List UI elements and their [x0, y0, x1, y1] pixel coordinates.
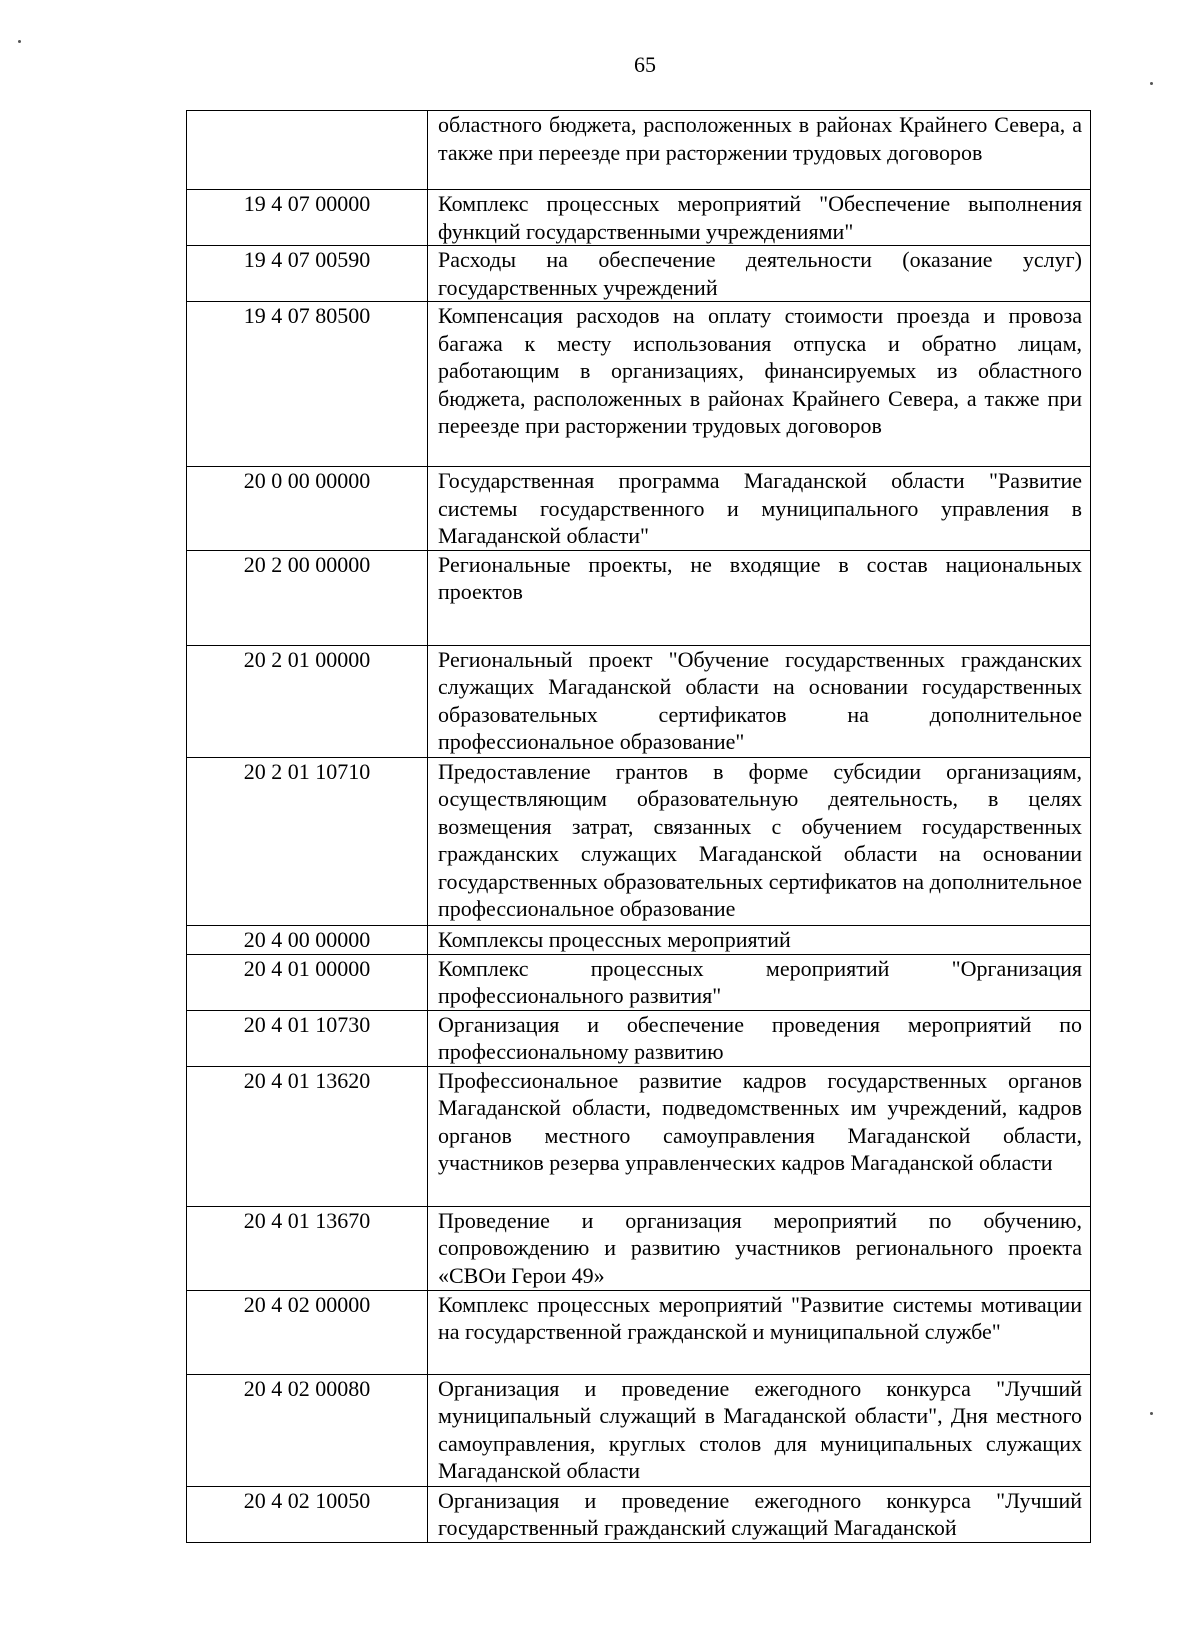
budget-code-cell: 20 2 01 00000	[187, 645, 428, 757]
description-cell: Проведение и организация мероприятий по обучению, сопровождению и развитию участников регионального проекта «СВОи Герои 49»	[428, 1206, 1091, 1290]
table-row	[187, 1010, 1091, 1066]
budget-code-cell: 20 2 00 00000	[187, 550, 428, 645]
description-cell: Предоставление грантов в форме субсидии организациям, осуществляющим образовательную деятельность, в целях возмещения затрат, связанных с обучением государственных гражданских служащих Магаданской области на основании государственных образовательных сертификатов на дополнительное профессиональное образование	[428, 757, 1091, 925]
description-cell: Расходы на обеспечение деятельности (оказание услуг) государственных учреждений	[428, 246, 1091, 302]
table-row	[187, 925, 1091, 954]
budget-code-cell	[187, 111, 428, 190]
budget-code-cell: 20 4 01 13670	[187, 1206, 428, 1290]
description-cell: Организация и обеспечение проведения мероприятий по профессиональному развитию	[428, 1010, 1091, 1066]
budget-code-cell: 20 4 02 10050	[187, 1486, 428, 1542]
description-cell: Региональный проект "Обучение государственных гражданских служащих Магаданской области на основании государственных образовательных сертификатов на дополнительное профессиональное образование"	[428, 645, 1091, 757]
table-row	[187, 1374, 1091, 1486]
description-cell: Организация и проведение ежегодного конкурса "Лучший муниципальный служащий в Магаданской области", Дня местного самоуправления, круглых столов для муниципальных служащих Магаданской области	[428, 1374, 1091, 1486]
budget-code-cell: 19 4 07 00000	[187, 190, 428, 246]
budget-code-cell: 20 0 00 00000	[187, 467, 428, 551]
table-row	[187, 1066, 1091, 1206]
budget-code-cell: 20 4 02 00080	[187, 1374, 428, 1486]
budget-code-cell: 19 4 07 00590	[187, 246, 428, 302]
table-row	[187, 302, 1091, 467]
description-cell: Комплекс процессных мероприятий "Обеспечение выполнения функций государственными учреждениями"	[428, 190, 1091, 246]
table-row	[187, 757, 1091, 925]
table-row	[187, 467, 1091, 551]
description-cell: Комплексы процессных мероприятий	[428, 925, 1091, 954]
table-row	[187, 1206, 1091, 1290]
table-row	[187, 246, 1091, 302]
budget-code-cell: 20 2 01 10710	[187, 757, 428, 925]
description-cell: областного бюджета, расположенных в районах Крайнего Севера, а также при переезде при расторжении трудовых договоров	[428, 111, 1091, 190]
budget-code-cell: 20 4 00 00000	[187, 925, 428, 954]
description-cell: Комплекс процессных мероприятий "Организация профессионального развития"	[428, 954, 1091, 1010]
budget-code-cell: 20 4 02 00000	[187, 1290, 428, 1374]
budget-code-cell: 20 4 01 00000	[187, 954, 428, 1010]
page-number: 65	[634, 52, 656, 77]
table-row	[187, 1290, 1091, 1374]
budget-code-cell: 19 4 07 80500	[187, 302, 428, 467]
scan-speck	[1150, 82, 1153, 85]
description-cell: Организация и проведение ежегодного конкурса "Лучший государственный гражданский служащий Магаданской	[428, 1486, 1091, 1542]
table-row	[187, 550, 1091, 645]
description-cell: Профессиональное развитие кадров государственных органов Магаданской области, подведомственных им учреждений, кадров органов местного самоуправления Магаданской области, участников резерва управленческих кадров Магаданской области	[428, 1066, 1091, 1206]
budget-code-table	[186, 110, 1091, 1543]
table-row	[187, 645, 1091, 757]
table-row	[187, 1486, 1091, 1542]
scan-speck	[1150, 1412, 1153, 1415]
description-cell: Государственная программа Магаданской области "Развитие системы государственного и муниципального управления в Магаданской области"	[428, 467, 1091, 551]
budget-code-cell: 20 4 01 13620	[187, 1066, 428, 1206]
budget-code-cell: 20 4 01 10730	[187, 1010, 428, 1066]
scan-speck	[18, 40, 21, 43]
table-row	[187, 111, 1091, 190]
description-cell: Комплекс процессных мероприятий "Развитие системы мотивации на государственной гражданской и муниципальной службе"	[428, 1290, 1091, 1374]
table-row	[187, 954, 1091, 1010]
description-cell: Компенсация расходов на оплату стоимости проезда и провоза багажа к месту использования отпуска и обратно лицам, работающим в организациях, финансируемых из областного бюджета, расположенных в районах Крайнего Севера, а также при переезде при расторжении трудовых договоров	[428, 302, 1091, 467]
table-row	[187, 190, 1091, 246]
description-cell: Региональные проекты, не входящие в состав национальных проектов	[428, 550, 1091, 645]
